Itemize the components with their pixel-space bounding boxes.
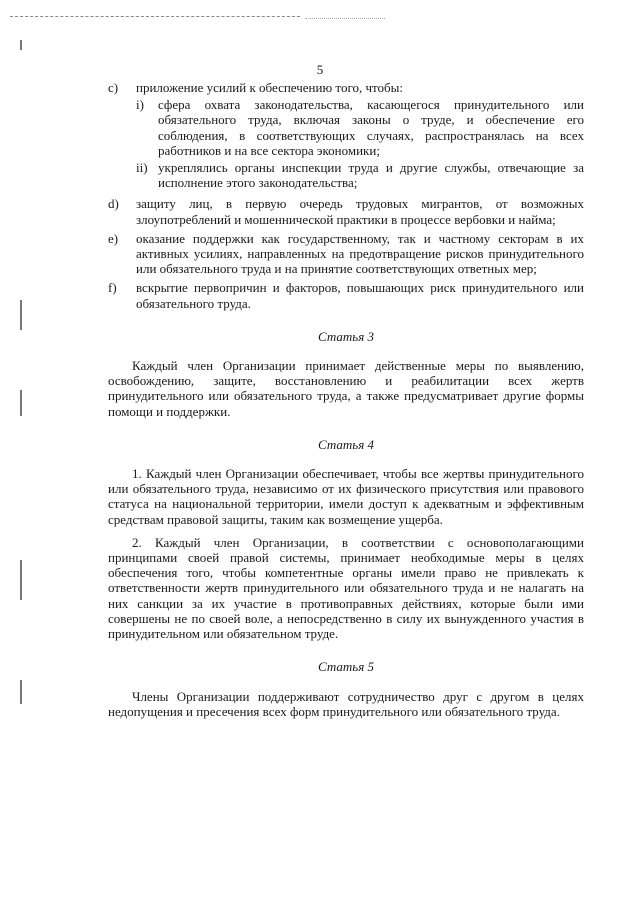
sub-item-ii bbox=[136, 160, 584, 190]
scan-margin-mark bbox=[20, 40, 22, 50]
list-item-f bbox=[108, 280, 584, 310]
scan-top-rule bbox=[10, 16, 300, 17]
list-marker: d) bbox=[108, 196, 119, 212]
sub-item-text: укреплялись органы инспекции труда и другие службы, отвечающие за исполнение этого законодательства; bbox=[158, 160, 584, 191]
list-item-text: приложение усилий к обеспечению того, чтобы: bbox=[136, 80, 403, 95]
scan-margin-mark bbox=[20, 300, 22, 330]
article-5-heading: Статья 5 bbox=[318, 659, 374, 675]
article-3-heading: Статья 3 bbox=[318, 328, 374, 344]
article-4-paragraph-1: 1. Каждый член Организации обеспечивает, чтобы все жертвы принудительного или обязательного труда, независимо от их физического присутствия или правового статуса на национальной территории, имели доступ к адекватным и эффективным средствам правовой защиты, таким как возмещение ущерба. bbox=[108, 466, 584, 527]
document-body bbox=[108, 80, 584, 727]
scan-margin-mark bbox=[20, 560, 22, 600]
list-marker: c) bbox=[108, 80, 119, 95]
article-4-heading: Статья 4 bbox=[318, 436, 374, 452]
list-item-text: вскрытие первопричин и факторов, повышающих риск принудительного или обязательного труда. bbox=[136, 280, 584, 311]
sub-item-text: сфера охвата законодательства, касающегося принудительного или обязательного труда, включая законы о труде, и обеспечение его соблюдения, в соответствующих случаях, распространялась на всех работников и на все сектора экономики; bbox=[158, 97, 584, 158]
list-item-d bbox=[108, 196, 584, 226]
sub-marker: ii) bbox=[136, 160, 148, 176]
list-item-text: оказание поддержки как государственному, так и частному секторам в их активных усилиях, направленных на предотвращение рисков принудительного или обязательного труда и на принятие соответствующих ответных мер; bbox=[136, 230, 584, 277]
scan-margin-mark bbox=[20, 680, 22, 704]
list-marker: e) bbox=[108, 230, 119, 246]
list-item-c bbox=[108, 80, 584, 192]
list-item-e bbox=[108, 231, 584, 277]
list-marker: f) bbox=[108, 280, 117, 296]
article-5-text: Члены Организации поддерживают сотрудничество друг с другом в целях недопущения и пресечения всех форм принудительного или обязательного труда. bbox=[108, 688, 584, 719]
sub-item-i bbox=[136, 97, 584, 158]
scan-margin-mark bbox=[20, 390, 22, 416]
list-item-text: защиту лиц, в первую очередь трудовых мигрантов, от возможных злоупотреблений и мошеннической практики в процессе вербовки и найма; bbox=[136, 196, 584, 227]
page-number: 5 bbox=[316, 62, 324, 77]
article-3-text: Каждый член Организации принимает действенные меры по выявлению, освобождению, защите, восстановлению и реабилитации всех жертв принудительного или обязательного труда, а также предусматривает другие формы помощи и поддержки. bbox=[108, 358, 584, 419]
article-4-paragraph-2: 2. Каждый член Организации, в соответствии с основополагающими принципами своей правой системы, принимает необходимые меры в целях обеспечения того, чтобы компетентные органы имели право не привлекать к ответственности жертв принудительного или обязательного труда и не налагать на них санкции за их участие в противоправных действиях, которые были ими совершены не по своей воле, а непосредственно в силу их вынужденного участия в принудительном или обязательном труде. bbox=[108, 534, 584, 642]
scan-top-rule-short bbox=[305, 18, 385, 19]
sub-marker: i) bbox=[136, 97, 144, 113]
